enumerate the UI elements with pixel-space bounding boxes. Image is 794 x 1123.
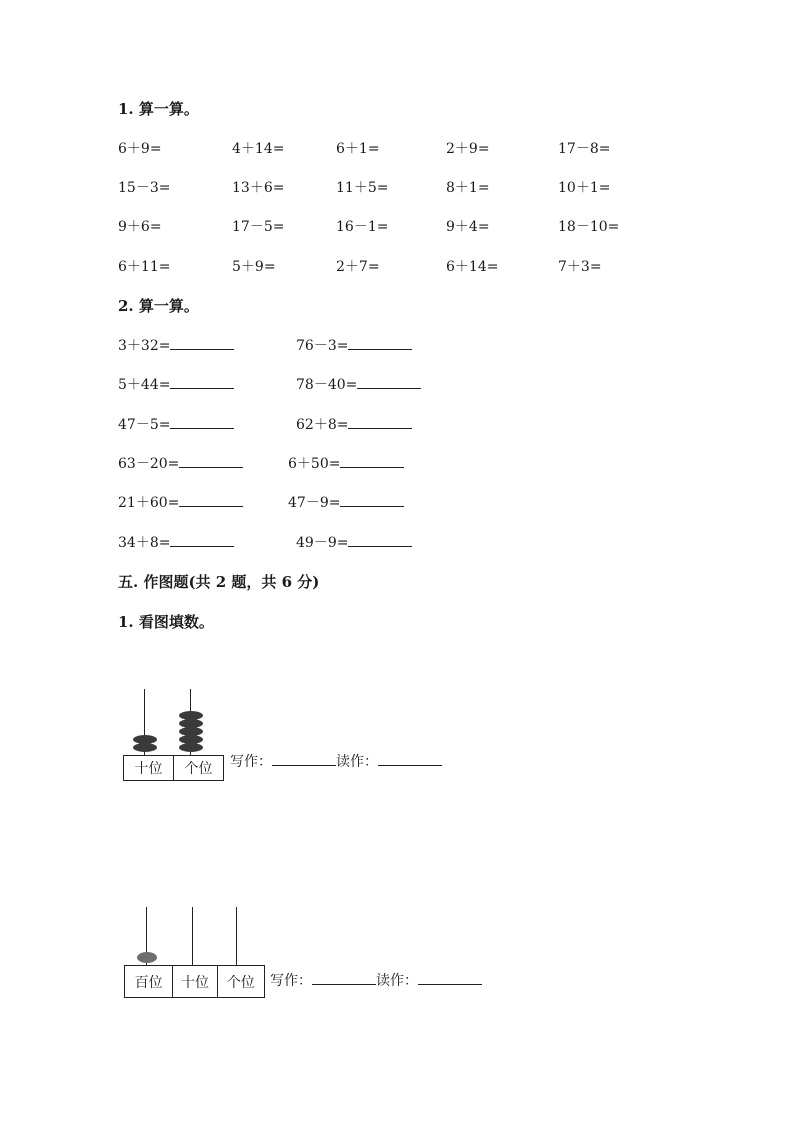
abacus-bead (179, 711, 203, 720)
calc-expression: 49－9= (296, 535, 349, 551)
calc-expression: 76－3= (296, 338, 349, 354)
calc-expression: 63－20= (118, 456, 180, 472)
calc-problem (118, 453, 243, 473)
calc-problem: 7＋3= (558, 259, 602, 275)
calc-problem: 18－10= (558, 219, 620, 235)
calc-problem (288, 492, 404, 512)
abacus-bead (179, 743, 203, 752)
abacus-bead (179, 727, 203, 736)
abacus2-place-hundreds: 百位 (125, 966, 173, 997)
answer-blank[interactable] (348, 414, 412, 429)
calc-expression: 21＋60= (118, 495, 180, 511)
calc-problem: 2＋9= (446, 141, 490, 157)
calc-problem: 17－8= (558, 141, 611, 157)
calc-problem: 16－1= (336, 219, 389, 235)
abacus1-answer-line (230, 751, 442, 771)
abacus2-rod-tens (192, 907, 193, 965)
calc-problem: 6＋14= (446, 259, 499, 275)
calc-problem (296, 374, 421, 394)
abacus2-write-label: 写作： (270, 973, 312, 989)
calc-expression: 78－40= (296, 377, 358, 393)
abacus2-rod-ones (236, 907, 237, 965)
abacus2-place-ones: 个位 (226, 974, 255, 991)
calc-expression: 47－5= (118, 417, 171, 433)
abacus1-write-blank[interactable] (272, 751, 336, 766)
abacus2-place-table (124, 965, 265, 998)
calc-problem: 13＋6= (232, 180, 285, 196)
answer-blank[interactable] (357, 374, 421, 389)
calc-problem: 2＋7= (336, 259, 380, 275)
abacus-bead (179, 735, 203, 744)
calc-problem: 4＋14= (232, 141, 285, 157)
abacus1-read-label: 读作： (336, 754, 378, 770)
abacus-bead (179, 719, 203, 728)
calc-expression: 62＋8= (296, 417, 349, 433)
answer-blank[interactable] (340, 453, 404, 468)
section1-heading: 1. 算一算。 (118, 100, 199, 118)
calc-expression: 5＋44= (118, 377, 171, 393)
abacus1-place-tens: 十位 (124, 756, 174, 780)
calc-problem (118, 532, 234, 552)
calc-problem: 17－5= (232, 219, 285, 235)
abacus2-read-blank[interactable] (418, 970, 482, 985)
answer-blank[interactable] (179, 492, 243, 507)
calc-problem (118, 374, 234, 394)
calc-problem (296, 414, 412, 434)
abacus2-read-label: 读作： (376, 973, 418, 989)
abacus-bead (137, 952, 157, 963)
calc-problem: 15－3= (118, 180, 171, 196)
answer-blank[interactable] (170, 414, 234, 429)
calc-expression: 47－9= (288, 495, 341, 511)
calc-problem: 9＋6= (118, 219, 162, 235)
calc-problem (288, 453, 404, 473)
abacus1-write-label: 写作： (230, 754, 272, 770)
calc-problem (296, 335, 412, 355)
abacus2-place-tens: 十位 (173, 966, 217, 997)
calc-problem: 6＋11= (118, 259, 171, 275)
calc-problem: 6＋1= (336, 141, 380, 157)
abacus1-read-blank[interactable] (378, 751, 442, 766)
calc-expression: 3＋32= (118, 338, 171, 354)
calc-problem (118, 414, 234, 434)
calc-problem: 11＋5= (336, 180, 389, 196)
calc-problem: 6＋9= (118, 141, 162, 157)
calc-expression: 6＋50= (288, 456, 341, 472)
calc-problem (296, 532, 412, 552)
calc-problem: 10＋1= (558, 180, 611, 196)
abacus2-answer-line (270, 970, 482, 990)
calc-problem: 9＋4= (446, 219, 490, 235)
section2-heading: 2. 算一算。 (118, 297, 199, 315)
section5-heading: 五. 作图题(共 2 题，共 6 分) (118, 573, 320, 591)
answer-blank[interactable] (170, 374, 234, 389)
abacus-bead (133, 735, 157, 744)
question1-heading: 1. 看图填数。 (118, 613, 214, 631)
calc-problem: 5＋9= (232, 259, 276, 275)
abacus2-write-blank[interactable] (312, 970, 376, 985)
answer-blank[interactable] (170, 532, 234, 547)
abacus1-place-ones: 个位 (184, 761, 213, 777)
calc-problem (118, 492, 243, 512)
answer-blank[interactable] (348, 335, 412, 350)
answer-blank[interactable] (179, 453, 243, 468)
answer-blank[interactable] (348, 532, 412, 547)
calc-expression: 34＋8= (118, 535, 171, 551)
answer-blank[interactable] (340, 492, 404, 507)
abacus-bead (133, 743, 157, 752)
calc-problem (118, 335, 234, 355)
abacus1-place-table (123, 755, 224, 781)
answer-blank[interactable] (170, 335, 234, 350)
calc-problem: 8＋1= (446, 180, 490, 196)
